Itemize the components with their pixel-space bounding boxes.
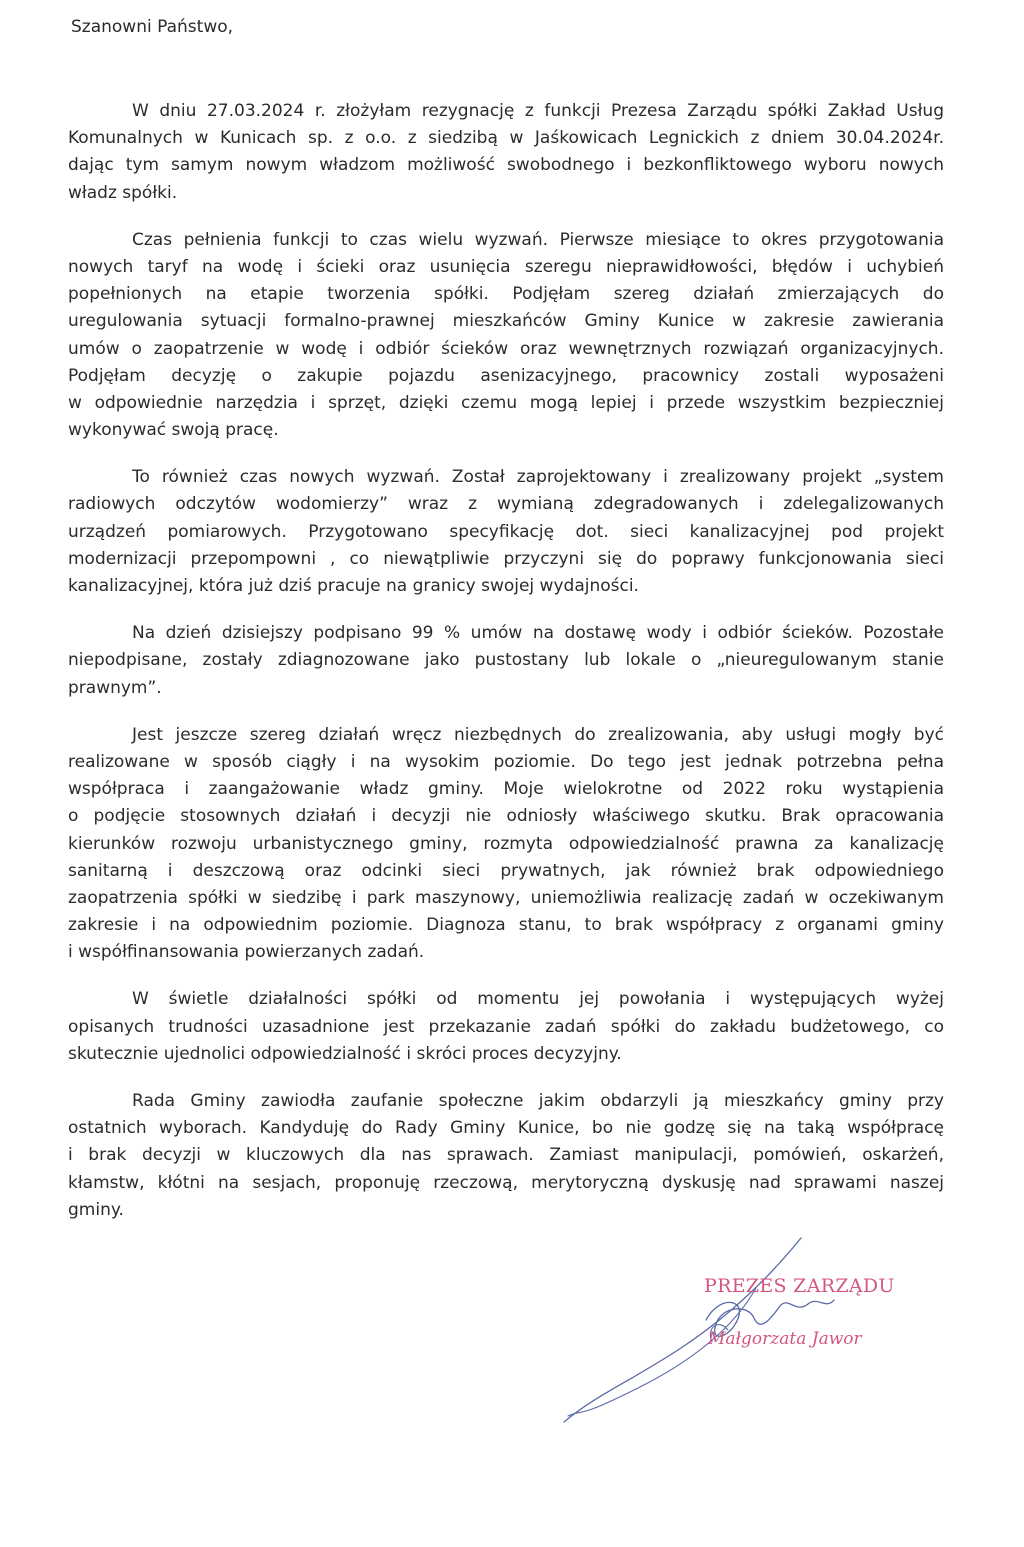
- text-line: wykonywać swoją pracę.: [68, 420, 279, 441]
- salutation: Szanowni Państwo,: [71, 17, 234, 37]
- text-line: o podjęcie stosownych działań i decyzji nie odniosły właściwego skutku. Brak opracowania: [68, 806, 944, 827]
- text-line: zaopatrzenia spółki w siedzibę i park maszynowy, uniemożliwia realizację zadań w oczekiwanym: [68, 887, 944, 908]
- text-line: i współfinansowania powierzanych zadań.: [68, 942, 425, 963]
- text-line: i brak decyzji w kluczowych dla nas sprawach. Zamiast manipulacji, pomówień, oskarżeń,: [68, 1145, 944, 1166]
- text-line: realizowane w sposób ciągły i na wysokim poziomie. Do tego jest jednak potrzebna pełna: [68, 751, 944, 772]
- text-line: W świetle działalności spółki od momentu jej powołania i występujących wyżej: [132, 989, 944, 1010]
- text-line: Czas pełnienia funkcji to czas wielu wyzwań. Pierwsze miesiące to okres przygotowania: [132, 229, 944, 250]
- text-line: Komunalnych w Kunicach sp. z o.o. z siedzibą w Jaśkowicach Legnickich z dniem 30.04.2024r.: [68, 128, 944, 149]
- paragraph-resignation: [68, 98, 944, 207]
- text-line: współpraca i zaangażowanie władz gminy. Moje wielokrotne od 2022 roku wystąpienia: [68, 779, 944, 800]
- stamp-title: PREZES ZARZĄDU: [704, 1275, 895, 1297]
- text-line: uregulowania sytuacji formalno-prawnej mieszkańców Gminy Kunice w zakresie zawierania: [68, 311, 944, 332]
- text-line: kłamstw, kłótni na sesjach, proponuję rzeczową, merytoryczną dyskusję nad sprawami naszej: [68, 1172, 944, 1193]
- text-line: zakresie i na odpowiednim poziomie. Diagnoza stanu, to brak współpracy z organami gminy: [68, 915, 944, 936]
- text-line: niepodpisane, zostały zdiagnozowane jako pustostany lub lokale o „nieuregulowanym stanie: [68, 650, 944, 671]
- paragraph-cooperation: [68, 722, 944, 967]
- text-line: władz spółki.: [68, 182, 178, 203]
- signature-stroke: [568, 1288, 756, 1416]
- paragraph-contracts: [68, 620, 944, 702]
- text-line: popełnionych na etapie tworzenia spółki. Podjęłam szereg działań zmierzających do: [68, 284, 944, 305]
- signature-block: [556, 1230, 916, 1430]
- text-line: gminy.: [68, 1199, 124, 1220]
- text-line: Rada Gminy zawiodła zaufanie społeczne jakim obdarzyli ją mieszkańcy gminy przy: [132, 1091, 944, 1111]
- text-line: umów o zaopatrzenie w wodę i odbiór ścieków oraz wewnętrznych rozwiązań organizacyjnych.: [68, 338, 944, 359]
- letter-body: [68, 98, 944, 1224]
- text-line: opisanych trudności uzasadnione jest przekazanie zadań spółki do zakładu budżetowego, co: [68, 1016, 944, 1037]
- paragraph-candidacy: [68, 1088, 944, 1224]
- text-line: w odpowiednie narzędzia i sprzęt, dzięki czemu mogą lepiej i przede wszystkim bezpieczniej: [68, 392, 944, 413]
- text-line: W dniu 27.03.2024 r. złożyłam rezygnację z funkcji Prezesa Zarządu spółki Zakład Usług: [132, 101, 944, 121]
- text-line: kanalizacyjnej, która już dziś pracuje na granicy swojej wydajności.: [68, 576, 639, 596]
- text-line: nowych taryf na wodę i ścieki oraz usunięcia szeregu nieprawidłowości, błędów i uchybień: [68, 256, 944, 277]
- text-line: Jest jeszcze szereg działań wręcz niezbędnych do zrealizowania, aby usługi mogły być: [132, 724, 944, 745]
- paragraph-challenges: [68, 227, 944, 445]
- text-line: urządzeń pomiarowych. Przygotowano specyfikację dot. sieci kanalizacyjnej pod projekt: [68, 521, 944, 542]
- text-line: Podjęłam decyzję o zakupie pojazdu asenizacyjnego, pracownicy zostali wyposażeni: [68, 365, 944, 386]
- text-line: kierunków rozwoju urbanistycznego gminy, rozmyta odpowiedzialność prawna za kanalizację: [68, 833, 944, 854]
- text-line: skutecznie ujednolici odpowiedzialność i skróci proces decyzyjny.: [68, 1043, 622, 1064]
- paragraph-new-projects: [68, 464, 944, 600]
- text-line: ostatnich wyborach. Kandyduję do Rady Gminy Kunice, bo nie godzę się na taką współpracę: [68, 1118, 944, 1139]
- stamp-name: Małgorzata Jawor: [708, 1329, 862, 1349]
- text-line: radiowych odczytów wodomierzy” wraz z wymianą zdegradowanych i zdelegalizowanych: [68, 494, 944, 515]
- text-line: prawnym”.: [68, 677, 162, 698]
- text-line: dając tym samym nowym władzom możliwość swobodnego i bezkonfliktowego wyboru nowych: [68, 155, 944, 176]
- text-line: To również czas nowych wyzwań. Został zaprojektowany i zrealizowany projekt „system: [132, 467, 944, 488]
- text-line: sanitarną i deszczową oraz odcinki sieci prywatnych, jak również brak odpowiedniego: [68, 860, 944, 881]
- paragraph-budget-unit: [68, 986, 944, 1068]
- text-line: modernizacji przepompowni , co niewątpliwie przyczyni się do poprawy funkcjonowania sieci: [68, 548, 944, 569]
- text-line: Na dzień dzisiejszy podpisano 99 % umów na dostawę wody i odbiór ścieków. Pozostałe: [132, 623, 944, 644]
